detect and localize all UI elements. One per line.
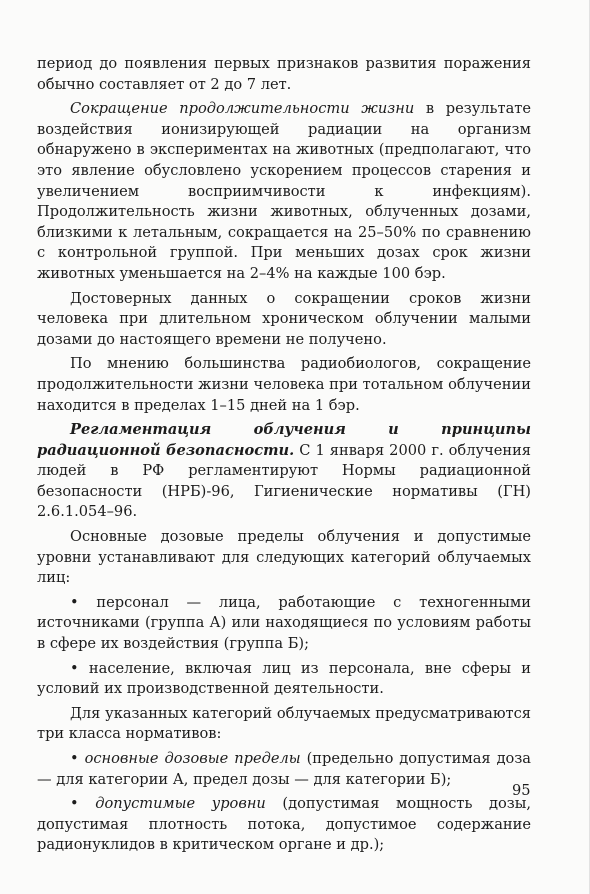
list-item-permissible-levels (37, 794, 531, 856)
list-item-basic-limits-text: (предельно допустимая доза — для категории А, предел дозы — для категории Б); (37, 750, 531, 788)
paragraph-three-classes: Для указанных категорий облучаемых предусматриваются три класса нормативов: (37, 704, 531, 743)
term-basic-limits: основные дозовые пределы (84, 750, 301, 767)
term-permissible-levels: допустимые уровни (95, 795, 266, 813)
heading-regulation: Регламентация облучения и принципы радиационной безопасности. (37, 421, 531, 459)
page-body-text (37, 54, 531, 856)
bullet-mark: • (70, 795, 96, 813)
bullet-mark: • (70, 750, 85, 767)
paragraph-regulation (37, 420, 531, 523)
page-number: 95 (512, 782, 531, 799)
term-life-shortening: Сокращение продолжительности жизни (70, 100, 415, 118)
paragraph-continuation: период до появления первых признаков развития поражения обычно составляет от 2 до 7 лет. (37, 55, 531, 93)
paragraph-life-shortening-text: в результате воздействия ионизирующей радиации на организм обнаружено в экспериментах на животных (предполагают, что это явление обусловлено ускорением процессов старения и увеличением восприимчивости к инфекциям). Продолжительность жизни животных, облученных дозами, близкими к летальным, сокращается на 25–50% по сравнению с контрольной группой. При меньших дозах срок жизни животных уменьшается на 2–4% на каждые 100 бэр. (37, 100, 531, 282)
paragraph-dose-limits: Основные дозовые пределы облучения и допустимые уровни устанавливают для следующих категорий облучаемых лиц: (37, 528, 531, 587)
paragraph-regulation-text: С 1 января 2000 г. облучения людей в РФ регламентируют Нормы радиационной безопасности (НРБ)-96, Гигиенические нормативы (ГН) 2.6.1.054–96. (37, 441, 532, 521)
paragraph-radiobiologists: По мнению большинства радиобиологов, сокращение продолжительности жизни человека при тотальном облучении находится в пределах 1–15 дней на 1 бэр. (37, 355, 531, 414)
list-item-population (37, 659, 531, 700)
list-item-basic-limits (37, 749, 531, 790)
list-item-population-text: • население, включая лиц из персонала, вне сферы и условий их производственной деятельности. (37, 659, 531, 698)
paragraph-life-shortening (37, 99, 531, 284)
list-item-personnel-text: • персонал — лица, работающие с техногенными источниками (группа А) или находящиеся по условиям работы в сфере их воздействия (группа Б); (37, 593, 531, 653)
list-item-permissible-levels-text: (допустимая мощность дозы, допустимая плотность потока, допустимое содержание радионуклидов в критическом органе и др.); (37, 795, 532, 854)
paragraph-human-data: Достоверных данных о сокращении сроков жизни человека при длительном хроническом облучении малыми дозами до настоящего времени не получено. (37, 289, 531, 348)
list-item-personnel (37, 593, 531, 655)
